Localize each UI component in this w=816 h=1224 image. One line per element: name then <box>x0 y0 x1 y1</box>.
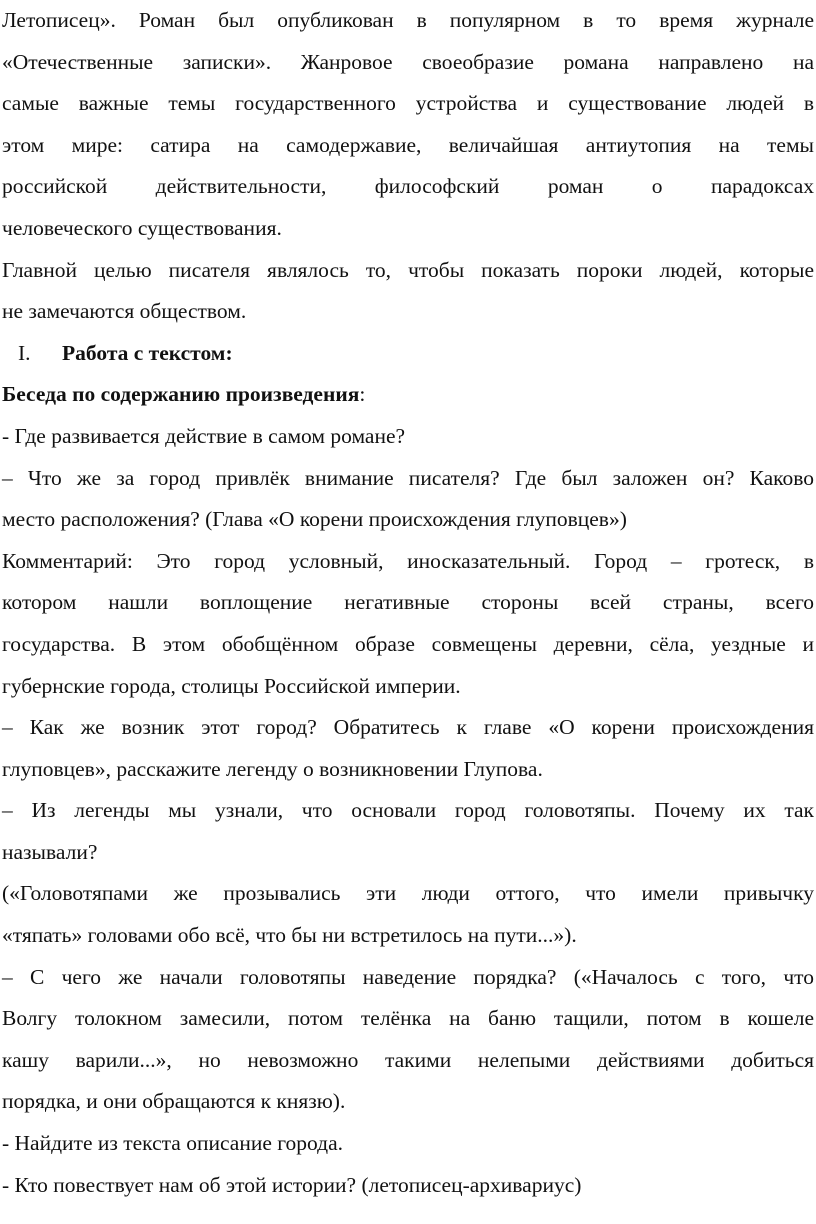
text-line: не замечаются обществом. <box>2 299 247 324</box>
goal-paragraph <box>2 250 814 333</box>
text-line: глуповцев», расскажите легенду о возникновении Глупова. <box>2 756 543 781</box>
text-line: - Где развивается действие в самом романе? <box>2 423 406 448</box>
intro-paragraph <box>2 0 814 250</box>
text-line: Главной целью писателя являлось то, чтобы показать пороки людей, которые <box>2 257 814 282</box>
subsection-title: Беседа по содержанию произведения <box>2 382 360 407</box>
text-line: – Что же за город привлёк внимание писателя? Где был заложен он? Каково <box>2 465 814 490</box>
text-line: кашу варили...», но невозможно такими нелепыми действиями добиться <box>2 1047 814 1072</box>
text-line: - Найдите из текста описание города. <box>2 1131 344 1156</box>
text-line: Летописец». Роман был опубликован в популярном в то время журнале <box>2 8 814 32</box>
text-line: самые важные темы государственного устройства и существование людей в <box>2 91 814 116</box>
text-line: называли? <box>2 839 98 864</box>
text-line: – Из легенды мы узнали, что основали город головотяпы. Почему их так <box>2 798 814 823</box>
document-page <box>2 0 814 1206</box>
text-line: губернские города, столицы Российской империи. <box>2 673 461 698</box>
subsection-heading <box>2 374 814 416</box>
text-line: российской действительности, философский роман о парадоксах <box>2 174 814 199</box>
text-line: человеческого существования. <box>2 215 282 240</box>
text-line: «Отечественные записки». Жанровое своеобразие романа направлено на <box>2 49 814 74</box>
text-line: - Кто повествует нам об этой истории? (летописец-архивариус) <box>2 1172 582 1197</box>
text-line: место расположения? (Глава «О корени происхождения глуповцев») <box>2 507 627 532</box>
discussion-body <box>2 416 814 1206</box>
section-heading <box>2 333 814 375</box>
text-line: Волгу толокном замесили, потом телёнка на баню тащили, потом в кошеле <box>2 1006 814 1031</box>
subsection-suffix: : <box>359 382 366 407</box>
section-title: Работа с текстом: <box>62 340 233 365</box>
text-line: котором нашли воплощение негативные стороны всей страны, всего <box>2 590 814 615</box>
text-line: «тяпать» головами обо всё, что бы ни встретилось на пути...»). <box>2 923 577 948</box>
text-line: этом мире: сатира на самодержавие, величайшая антиутопия на темы <box>2 132 814 157</box>
text-line: – С чего же начали головотяпы наведение порядка? («Началось с того, что <box>2 964 814 989</box>
section-marker: I. <box>18 340 31 365</box>
text-line: государства. В этом обобщённом образе совмещены деревни, сёла, уездные и <box>2 631 814 656</box>
text-line: Комментарий: Это город условный, иносказательный. Город – гротеск, в <box>2 548 814 573</box>
text-line: – Как же возник этот город? Обратитесь к главе «О корени происхождения <box>2 715 814 740</box>
text-line: («Головотяпами же прозывались эти люди оттого, что имели привычку <box>2 881 814 906</box>
text-line: порядка, и они обращаются к князю). <box>2 1089 346 1114</box>
